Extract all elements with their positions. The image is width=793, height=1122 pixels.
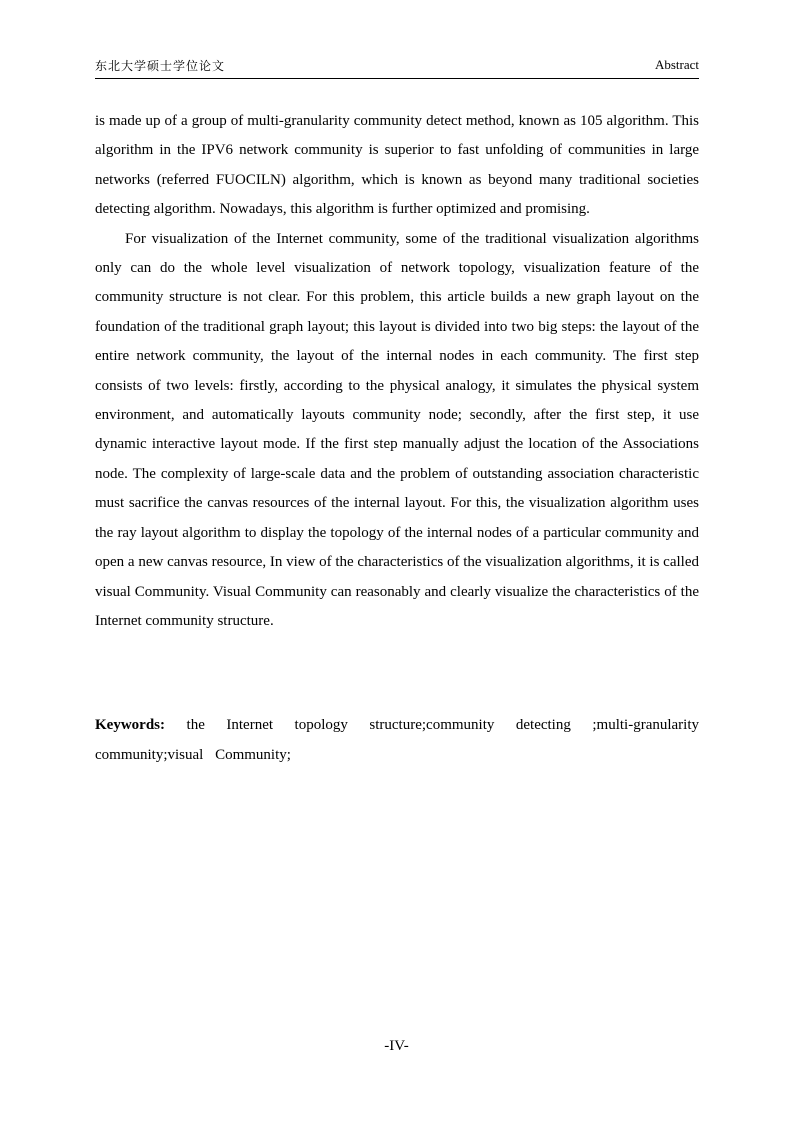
abstract-body xyxy=(95,107,699,636)
keywords-block xyxy=(95,710,699,770)
page-number: -IV- xyxy=(384,1038,409,1054)
keywords-text: the Internet topology structure;community detecting ;multi-granularity community;visual Community; xyxy=(95,717,700,763)
header-thesis-title: 东北大学硕士学位论文 xyxy=(95,59,226,73)
page-header xyxy=(95,56,699,79)
header-section-title: Abstract xyxy=(654,57,699,72)
paragraph-visualization: For visualization of the Internet community, some of the traditional visualization algorithms only can do the whole level visualization of network topology, visualization feature of the community structure is not clear. For this problem, this article builds a new graph layout on the foundation of the traditional graph layout; this layout is divided into two big steps: the layout of the entire network community, the layout of the internal nodes in each community. The first step consists of two levels: firstly, according to the physical analogy, it simulates the physical system environment, and automatically layouts community node; secondly, after the first step, it use dynamic interactive layout mode. If the first step manually adjust the location of the Associations node. The complexity of large-scale data and the problem of outstanding association characteristic must sacrifice the canvas resources of the internal layout. For this, the visualization algorithm uses the ray layout algorithm to display the topology of the internal nodes of a particular community and open a new canvas resource, In view of the characteristics of the visualization algorithms, it is called visual Community. Visual Community can reasonably and clearly visualize the characteristics of the Internet community structure. xyxy=(95,230,699,629)
paragraph-continued: is made up of a group of multi-granularity community detect method, known as 105 algorithm. This algorithm in the IPV6 network community is superior to fast unfolding of communities in large networks (referred FUOCILN) algorithm, which is known as beyond many traditional societies detecting algorithm. Nowadays, this algorithm is further optimized and promising. xyxy=(95,113,699,218)
keywords-label: Keywords: xyxy=(95,717,165,733)
